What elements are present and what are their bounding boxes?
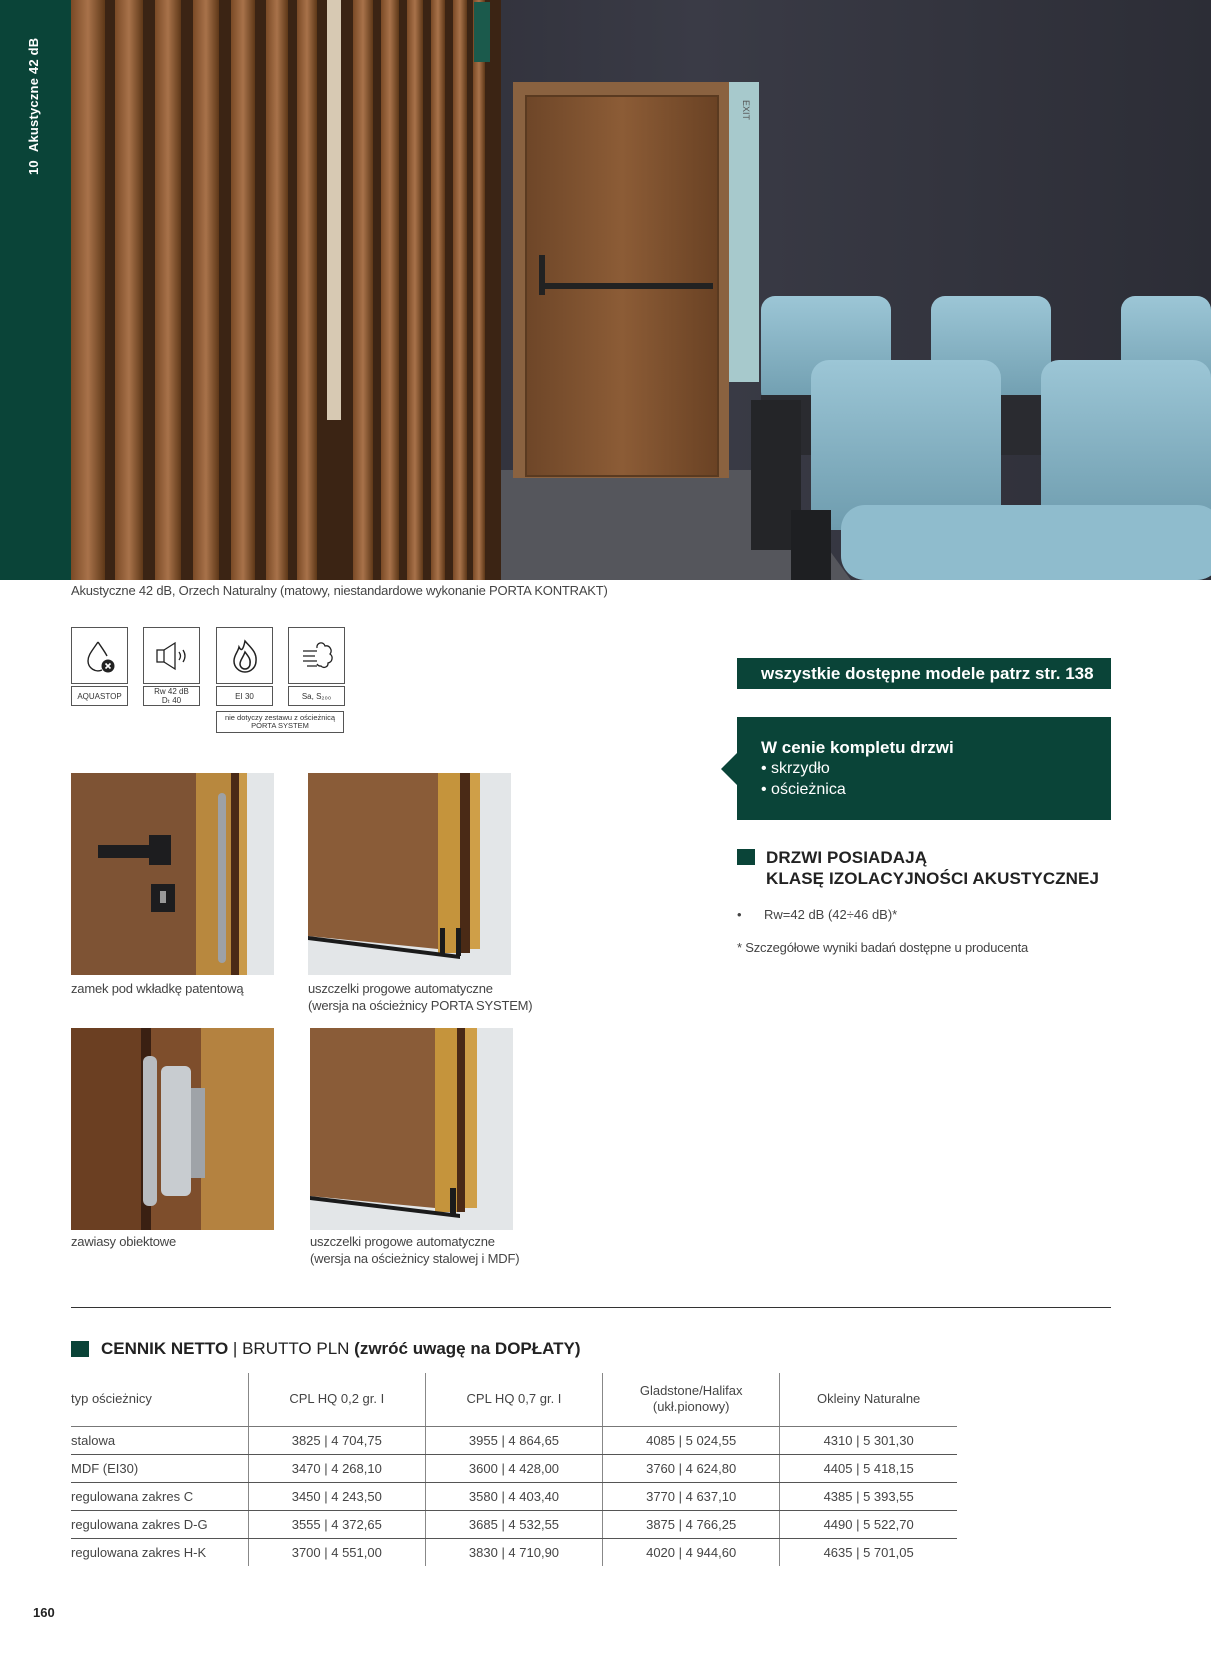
threshold-seal-photo-steel-mdf xyxy=(310,1028,513,1230)
acoustic-section xyxy=(737,847,1117,955)
caption-line2: (wersja na ościeżnicy stalowej i MDF) xyxy=(310,1251,520,1266)
header-cpl-02: CPL HQ 0,2 gr. I xyxy=(248,1373,425,1426)
table-row xyxy=(71,1454,957,1482)
header-natural-veneers: Okleiny Naturalne xyxy=(780,1373,957,1426)
price-cell: 4310 | 5 301,30 xyxy=(780,1426,957,1454)
feature-label: EI 30 xyxy=(216,686,273,706)
lock-caption xyxy=(71,980,243,997)
lock-photo xyxy=(71,773,274,975)
price-cell: 3685 | 4 532,55 xyxy=(425,1510,602,1538)
caption-line1: uszczelki progowe automatyczne xyxy=(308,981,493,996)
frame-type: regulowana zakres H-K xyxy=(71,1544,207,1560)
threshold-seal-caption-steel-mdf xyxy=(310,1233,519,1267)
acoustic-bullet xyxy=(737,907,1117,922)
price-title-regular: BRUTTO PLN xyxy=(242,1339,355,1358)
acoustic-heading-line2: KLASĘ IZOLACYJNOŚCI AKUSTYCZNEJ xyxy=(766,869,1100,888)
feature-smoke xyxy=(288,627,345,706)
frame-type: MDF (EI30) xyxy=(71,1454,248,1482)
price-cell: 3600 | 4 428,00 xyxy=(425,1454,602,1482)
header-line2: (ukł.pionowy) xyxy=(652,1399,730,1415)
table-row xyxy=(71,1538,957,1566)
exit-sign-text: EXIT xyxy=(741,100,751,121)
frame-type: regulowana zakres C xyxy=(71,1482,248,1510)
feature-fire xyxy=(216,627,273,706)
frame-type: regulowana zakres D-G xyxy=(71,1510,248,1538)
feature-label: Sa, S₂₀₀ xyxy=(288,686,345,706)
price-title-separator: | xyxy=(228,1339,243,1358)
price-cell: 3760 | 4 624,80 xyxy=(603,1454,780,1482)
caption-line1: zawiasy obiektowe xyxy=(71,1234,176,1249)
chapter-label xyxy=(26,38,41,175)
water-drop-x-icon xyxy=(71,627,128,684)
feature-label xyxy=(143,686,200,706)
table-row xyxy=(71,1426,957,1454)
flame-icon xyxy=(216,627,273,684)
price-cell: 3830 | 4 710,90 xyxy=(425,1538,602,1566)
price-table xyxy=(71,1373,957,1566)
header-gladstone-halifax xyxy=(603,1373,780,1426)
price-cell: 3700 | 4 551,00 xyxy=(248,1538,425,1566)
feature-label-line1: Rw 42 dB xyxy=(154,687,189,696)
hinge-caption xyxy=(71,1233,176,1250)
price-cell: 3875 | 4 766,25 xyxy=(603,1510,780,1538)
chapter-number: 10 xyxy=(26,160,41,175)
table-row xyxy=(71,1482,957,1510)
table-row xyxy=(71,1510,957,1538)
price-list-title xyxy=(71,1339,581,1359)
price-cell: 4490 | 5 522,70 xyxy=(780,1510,957,1538)
feature-acoustic xyxy=(143,627,200,706)
bullet-icon: • xyxy=(737,907,742,922)
speaker-sound-icon xyxy=(143,627,200,684)
models-banner: wszystkie dostępne modele patrz str. 138 xyxy=(737,658,1111,689)
section-marker-icon xyxy=(71,1341,89,1357)
feature-aquastop xyxy=(71,627,128,706)
price-title-note: (zwróć uwagę na DOPŁATY) xyxy=(354,1339,581,1358)
price-cell: 4020 | 4 944,60 xyxy=(603,1538,780,1566)
threshold-seal-photo-porta-system xyxy=(308,773,511,975)
acoustic-heading xyxy=(766,847,1117,889)
acoustic-rating: Rw=42 dB (42÷46 dB)* xyxy=(764,907,898,922)
caption-line1: uszczelki progowe automatyczne xyxy=(310,1234,495,1249)
hero-caption: Akustyczne 42 dB, Orzech Naturalny (matowy, niestandardowe wykonanie PORTA KONTRAKT) xyxy=(71,583,608,598)
hero-photo xyxy=(71,0,1211,580)
caption-line2: (wersja na ościeżnicy PORTA SYSTEM) xyxy=(308,998,533,1013)
section-divider xyxy=(71,1307,1111,1308)
price-includes-item: • ościeżnica xyxy=(761,781,846,798)
feature-note-line2: PORTA SYSTEM xyxy=(251,721,309,730)
price-cell: 4385 | 5 393,55 xyxy=(780,1482,957,1510)
section-marker-icon xyxy=(737,849,755,865)
feature-note-line1: nie dotyczy zestawu z ościeżnicą xyxy=(224,713,336,722)
price-cell: 3580 | 4 403,40 xyxy=(425,1482,602,1510)
header-cpl-07: CPL HQ 0,7 gr. I xyxy=(425,1373,602,1426)
price-cell: 3955 | 4 864,65 xyxy=(425,1426,602,1454)
price-includes-title: W cenie kompletu drzwi xyxy=(761,738,954,757)
acoustic-heading-line1: DRZWI POSIADAJĄ xyxy=(766,848,928,867)
price-cell: 4085 | 5 024,55 xyxy=(603,1426,780,1454)
price-cell: 3770 | 4 637,10 xyxy=(603,1482,780,1510)
price-cell: 3450 | 4 243,50 xyxy=(248,1482,425,1510)
threshold-seal-caption-porta-system xyxy=(308,980,532,1014)
feature-label-line2: Dₜ 40 xyxy=(161,696,182,705)
caption-line1: zamek pod wkładkę patentową xyxy=(71,981,244,996)
acoustic-footnote: * Szczegółowe wyniki badań dostępne u producenta xyxy=(737,940,1029,955)
chapter-title: Akustyczne 42 dB xyxy=(26,37,41,153)
price-cell: 4405 | 5 418,15 xyxy=(780,1454,957,1482)
smoke-wind-icon xyxy=(288,627,345,684)
price-cell: 3470 | 4 268,10 xyxy=(248,1454,425,1482)
price-includes-callout xyxy=(737,717,1111,820)
header-frame-type: typ ościeżnicy xyxy=(71,1373,248,1426)
page-number: 160 xyxy=(33,1605,55,1620)
price-title-bold: CENNIK NETTO xyxy=(101,1339,229,1358)
price-cell: 3555 | 4 372,65 xyxy=(248,1510,425,1538)
price-cell: 3825 | 4 704,75 xyxy=(248,1426,425,1454)
feature-note xyxy=(216,711,344,733)
frame-type: stalowa xyxy=(71,1426,248,1454)
header-line1: Gladstone/Halifax xyxy=(639,1383,743,1399)
chapter-tab xyxy=(0,0,71,580)
hinge-photo xyxy=(71,1028,274,1230)
table-header-row xyxy=(71,1373,957,1426)
price-cell: 4635 | 5 701,05 xyxy=(780,1538,957,1566)
price-includes-item: • skrzydło xyxy=(761,760,830,777)
feature-label: AQUASTOP xyxy=(71,686,128,706)
